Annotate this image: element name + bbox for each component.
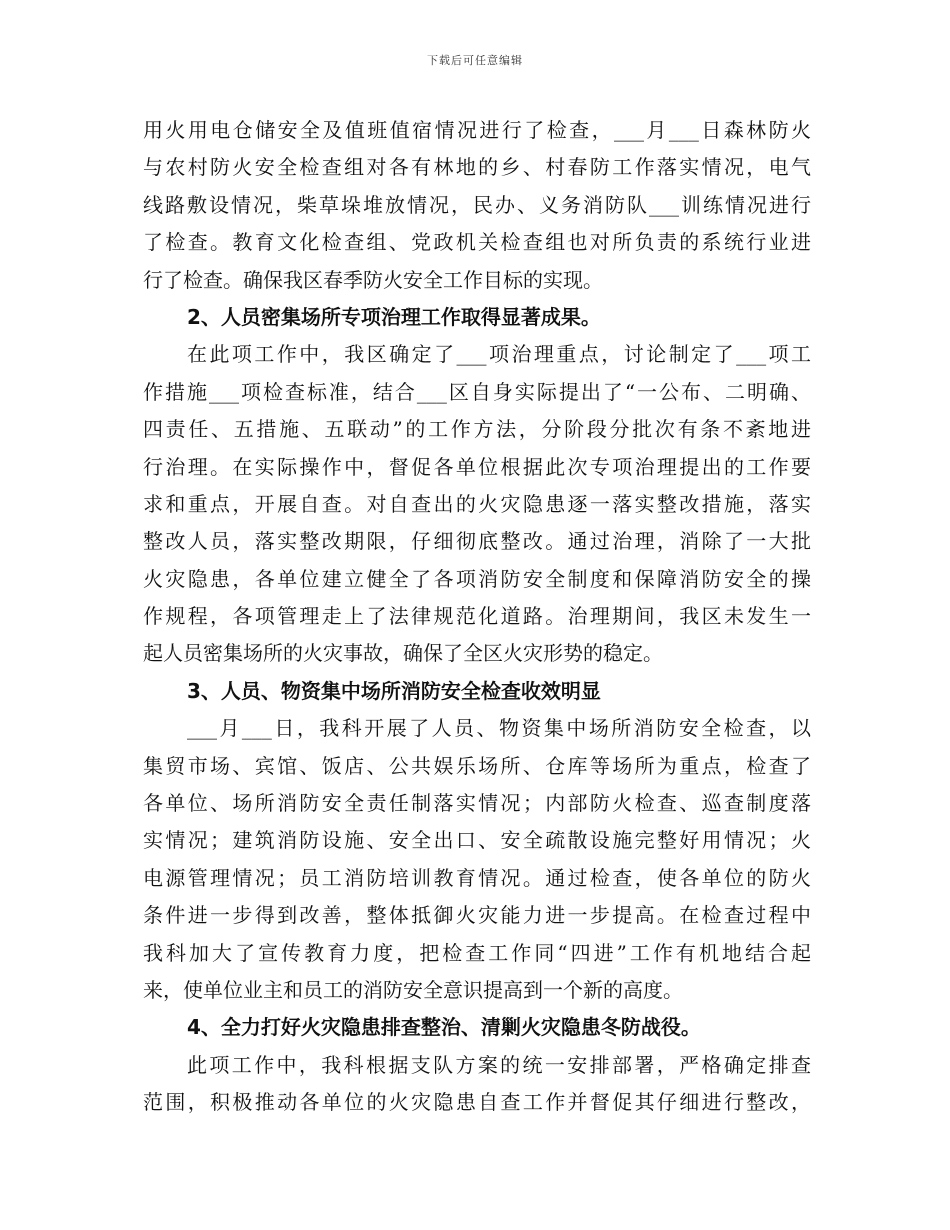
text-line: 起人员密集场所的火灾事故，确保了全区火灾形势的稳定。 (143, 641, 663, 666)
paragraph (143, 710, 811, 1009)
text-line: 用火用电仓储安全及值班值宿情况进行了检查，___月___日森林防火 (143, 118, 811, 142)
text-line: 条件进一步得到改善，整体抵御火灾能力进一步提高。在检查过程中 (143, 903, 811, 928)
text-line: 此项工作中，我科根据支队方案的统一安排部署，严格确定排查 (187, 1052, 811, 1077)
text-line: 电源管理情况；员工消防培训教育情况。通过检查，使各单位的防火 (143, 865, 811, 890)
document-body (143, 112, 811, 1122)
text-line: 了检查。教育文化检查组、党政机关检查组也对所负责的系统行业进 (143, 230, 811, 255)
text-line: 行了检查。确保我区春季防火安全工作目标的实现。 (143, 267, 603, 292)
text-line: 我科加大了宣传教育力度，把检查工作同“四进”工作有机地结合起 (143, 940, 811, 965)
text-line: 行治理。在实际操作中，督促各单位根据此次专项治理提出的工作要 (143, 454, 811, 479)
text-line: 四责任、五措施、五联动”的工作方法，分阶段分批次有条不紊地进 (143, 417, 811, 442)
paragraph (143, 112, 811, 299)
section-heading: 4、全力打好火灾隐患排查整治、清剿火灾隐患冬防战役。 (187, 1015, 701, 1040)
text-line: 来，使单位业主和员工的消防安全意识提高到一个新的高度。 (143, 977, 683, 1002)
text-line: 整改人员，落实整改期限，仔细彻底整改。通过治理，消除了一大批 (143, 529, 811, 554)
text-line: 火灾隐患，各单位建立健全了各项消防安全制度和保障消防安全的操 (143, 566, 811, 591)
text-line: 线路敷设情况，柴草垛堆放情况，民办、义务消防队___训练情况进行 (143, 192, 811, 217)
text-line: 集贸市场、宾馆、饭店、公共娱乐场所、仓库等场所为重点，检查了 (143, 753, 811, 778)
text-line: 与农村防火安全检查组对各有林地的乡、村春防工作落实情况，电气 (143, 155, 811, 180)
text-line: 在此项工作中，我区确定了___项治理重点，讨论制定了___项工 (187, 342, 811, 367)
page-header: 下载后可任意编辑 (427, 54, 523, 67)
paragraph (143, 1047, 811, 1122)
text-line: 作规程，各项管理走上了法律规范化道路。治理期间，我区未发生一 (143, 604, 811, 629)
text-line: 各单位、场所消防安全责任制落实情况；内部防火检查、巡查制度落 (143, 791, 811, 816)
text-line: 作措施___项检查标准，结合___区自身实际提出了“一公布、二明确、 (143, 379, 811, 404)
text-line: 范围，积极推动各单位的火灾隐患自查工作并督促其仔细进行整改， (143, 1090, 811, 1115)
text-line: 实情况；建筑消防设施、安全出口、安全疏散设施完整好用情况；火 (143, 828, 811, 853)
text-line: 求和重点，开展自查。对自查出的火灾隐患逐一落实整改措施，落实 (143, 491, 811, 516)
text-line: ___月___日，我科开展了人员、物资集中场所消防安全检查，以 (187, 716, 811, 741)
paragraph (143, 336, 811, 673)
section-heading: 2、人员密集场所专项治理工作取得显著成果。 (187, 304, 601, 329)
section-heading: 3、人员、物资集中场所消防安全检查收效明显 (187, 678, 601, 703)
